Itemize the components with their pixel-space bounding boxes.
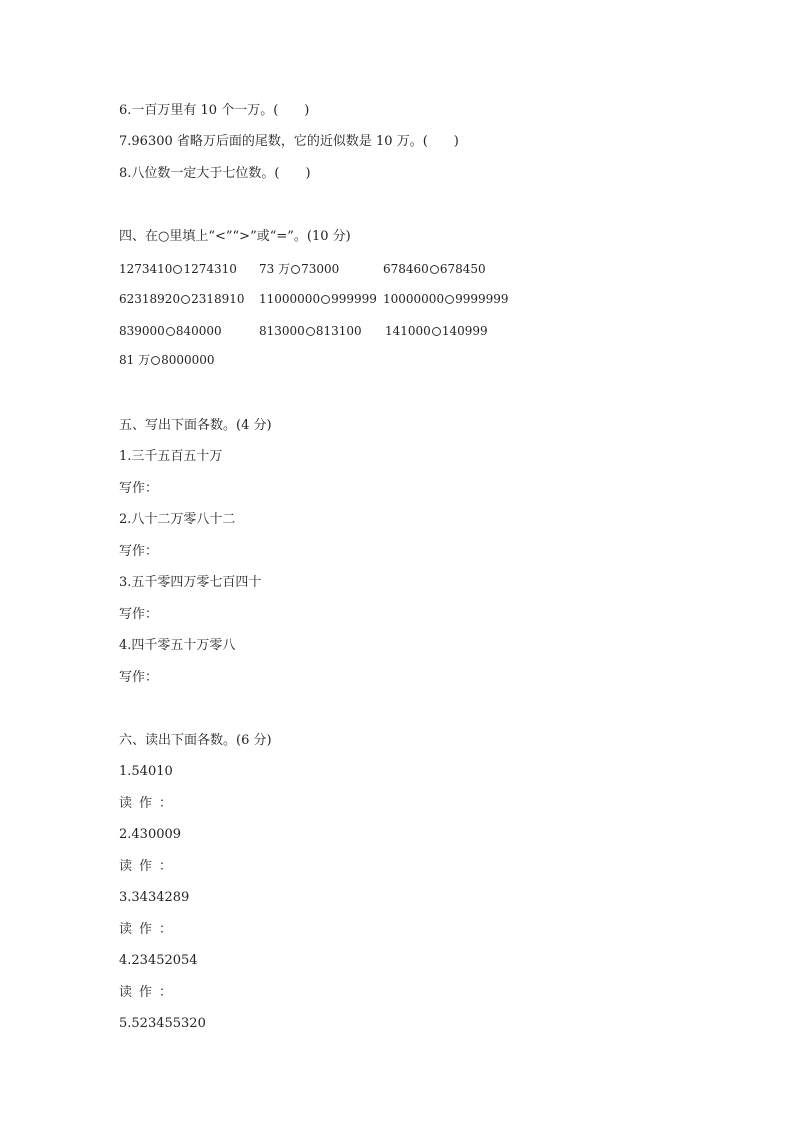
write-answer-label: 写作： (119, 544, 159, 559)
compare-right: 2318910 (191, 292, 245, 306)
compare-right: 9999999 (455, 292, 509, 306)
compare-left: 813000 (259, 324, 305, 338)
compare-item (259, 323, 362, 339)
compare-item (383, 261, 486, 277)
write-question-2: 2.八十二万零八十二 (119, 512, 236, 527)
write-question-1: 1.三千五百五十万 (119, 449, 223, 464)
write-answer-label: 写作： (119, 607, 159, 622)
write-answer-label: 写作： (119, 670, 159, 685)
write-answer-label: 写作： (119, 481, 159, 496)
blank-circle-icon[interactable] (173, 265, 182, 274)
blank-circle-icon[interactable] (291, 265, 300, 274)
compare-item (119, 323, 222, 339)
compare-item (119, 291, 245, 307)
read-answer-label: 读作： (119, 796, 180, 811)
compare-left: 839000 (119, 324, 165, 338)
write-question-3: 3.五千零四万零七百四十 (119, 575, 262, 590)
compare-item (259, 261, 339, 277)
blank-circle-icon[interactable] (430, 265, 439, 274)
compare-right: 8000000 (161, 353, 215, 367)
blank-circle-icon[interactable] (321, 295, 330, 304)
section-4-title: 四、在○里填上“<”“>”或“=”。(10 分) (119, 229, 351, 244)
compare-left: 1273410 (119, 262, 173, 276)
read-question-3: 3.3434289 (119, 890, 190, 905)
read-answer-label: 读作： (119, 985, 180, 1000)
compare-right: 1274310 (183, 262, 237, 276)
compare-left: 81 万 (119, 353, 151, 367)
section-6-title: 六、读出下面各数。(6 分) (119, 733, 272, 748)
section-5-title: 五、写出下面各数。(4 分) (119, 418, 272, 433)
blank-circle-icon[interactable] (166, 327, 175, 336)
blank-circle-icon[interactable] (181, 295, 190, 304)
compare-item (383, 291, 509, 307)
compare-item (119, 261, 237, 277)
read-question-2: 2.430009 (119, 827, 182, 842)
tf-item-8: 8.八位数一定大于七位数。( ) (119, 166, 311, 181)
read-question-5: 5.523455320 (119, 1016, 206, 1031)
blank-circle-icon[interactable] (432, 327, 441, 336)
read-question-1: 1.54010 (119, 764, 173, 779)
compare-left: 141000 (385, 324, 431, 338)
blank-circle-icon[interactable] (151, 356, 160, 365)
write-question-4: 4.四千零五十万零八 (119, 638, 236, 653)
compare-right: 678450 (439, 262, 486, 276)
compare-item (259, 291, 377, 307)
compare-left: 73 万 (259, 262, 291, 276)
compare-right: 813100 (315, 324, 362, 338)
tf-item-6: 6.一百万里有 10 个一万。( ) (119, 103, 310, 118)
compare-right: 840000 (175, 324, 222, 338)
tf-item-7: 7.96300 省略万后面的尾数，它的近似数是 10 万。( ) (119, 134, 459, 149)
compare-right: 140999 (441, 324, 488, 338)
compare-item (119, 352, 215, 368)
compare-left: 11000000 (259, 292, 321, 306)
compare-right: 999999 (331, 292, 377, 306)
read-answer-label: 读作： (119, 922, 180, 937)
compare-left: 62318920 (119, 292, 181, 306)
blank-circle-icon[interactable] (306, 327, 315, 336)
compare-right: 73000 (301, 262, 340, 276)
compare-item (385, 323, 488, 339)
compare-left: 678460 (383, 262, 429, 276)
blank-circle-icon[interactable] (445, 295, 454, 304)
compare-left: 10000000 (383, 292, 445, 306)
read-answer-label: 读作： (119, 859, 180, 874)
read-question-4: 4.23452054 (119, 953, 198, 968)
